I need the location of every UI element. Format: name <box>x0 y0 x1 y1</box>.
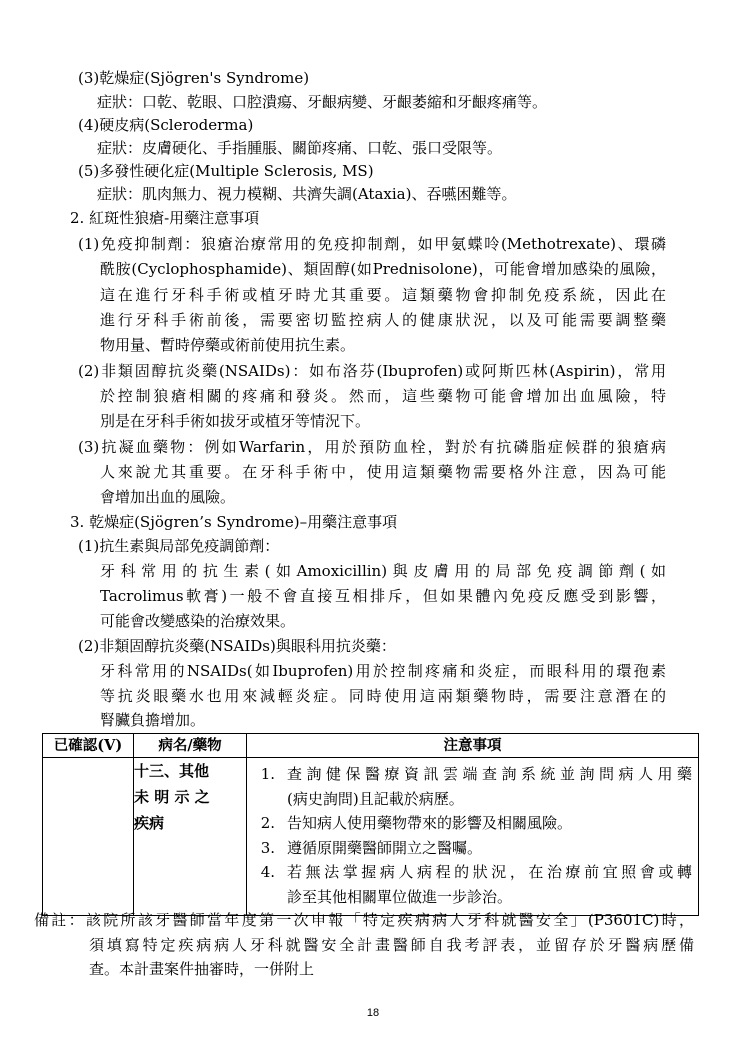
footnote-line2: 須填寫特定疾病病人牙科就醫安全計畫醫師自我考評表，並留存於牙醫病歷備 <box>89 936 694 954</box>
disease-label-line3: 疾病 <box>134 814 165 832</box>
lupus-anticoagulant-line2: 人來說尤其重要。在牙科手術中，使用這類藥物需要格外注意，因為可能 <box>100 463 666 481</box>
item-text <box>287 762 692 811</box>
disease-label-line2: 未 明 示 之 <box>134 788 210 806</box>
list-item <box>247 860 692 909</box>
header-notes: 注意事項 <box>247 734 699 758</box>
antibiotics-line2: Tacrolimus軟膏)一般不會直接互相排斥，但如果體內免疫反應受到影響， <box>100 587 666 605</box>
lupus-immunosuppressant-line1: (1)免疫抑制劑：狼瘡治療常用的免疫抑制劑，如甲氨蝶呤(Methotrexate)、環磷 <box>78 235 666 253</box>
lupus-immunosuppressant-line5: 物用量、暫時停藥或術前使用抗生素。 <box>100 336 356 354</box>
item-number: 1. <box>260 765 275 783</box>
lupus-anticoagulant-line3: 會增加出血的風險。 <box>100 488 236 506</box>
sjogren-section-heading: 3. 乾燥症(Sjögren’s Syndrome)–用藥注意事項 <box>70 513 398 531</box>
scleroderma-symptoms: 症狀：皮膚硬化、手指腫脹、關節疼痛、口乾、張口受限等。 <box>97 139 503 157</box>
lupus-section-heading: 2. 紅斑性狼瘡-用藥注意事項 <box>70 209 260 227</box>
item-number: 4. <box>260 863 275 881</box>
item-number: 2. <box>260 814 275 832</box>
footnote-line1: 備註：該院所該牙醫師當年度第一次申報「特定疾病病人牙科就醫安全」(P3601C)時， <box>34 911 694 929</box>
disease-cell <box>134 758 247 916</box>
item-text-line: 若無法掌握病人病程的狀況，在治療前宜照會或轉 <box>287 863 692 881</box>
table-row <box>43 758 699 916</box>
sjogren-title: (3)乾燥症(Sjögren's Syndrome) <box>78 69 310 87</box>
item-text-line: 遵循原開藥醫師開立之醫囑。 <box>287 838 483 857</box>
lupus-immunosuppressant-line3: 這在進行牙科手術或植牙時尤其重要。這類藥物會抑制免疫系統，因此在 <box>100 286 666 304</box>
nsaids-ophthalmic-subheading: (2)非類固醇抗炎藥(NSAIDs)與眼科用抗炎藥： <box>78 637 396 655</box>
sjogren-symptoms: 症狀：口乾、乾眼、口腔潰瘍、牙齦病變、牙齦萎縮和牙齦疼痛等。 <box>97 93 548 111</box>
header-disease: 病名/藥物 <box>134 734 247 758</box>
page-number: 18 <box>366 1007 380 1019</box>
item-text-line: 診至其他相關單位做進一步診治。 <box>287 887 513 906</box>
lupus-immunosuppressant-line4: 進行牙科手術前後，需要密切監控病人的健康狀況，以及可能需要調整藥 <box>100 311 666 329</box>
table-header-row <box>43 734 699 758</box>
disease-label-line1: 十三、其他 <box>134 762 210 780</box>
ms-title: (5)多發性硬化症(Multiple Sclerosis, MS) <box>78 162 374 180</box>
lupus-anticoagulant-line1: (3)抗凝血藥物：例如Warfarin，用於預防血栓，對於有抗磷脂症候群的狼瘡病 <box>78 438 666 456</box>
lupus-nsaids-line3: 別是在牙科手術如拔牙或植牙等情況下。 <box>100 412 371 430</box>
item-number: 3. <box>260 838 275 857</box>
ms-symptoms: 症狀：肌肉無力、視力模糊、共濟失調(Ataxia)、吞嚥困難等。 <box>97 185 517 203</box>
antibiotics-subheading: (1)抗生素與局部免疫調節劑： <box>78 537 280 555</box>
item-text-line: 告知病人使用藥物帶來的影響及相關風險。 <box>287 814 573 832</box>
notes-cell <box>247 758 699 916</box>
list-item <box>247 811 692 836</box>
item-text <box>287 860 692 909</box>
antibiotics-line3: 可能會改變感染的治療效果。 <box>100 612 296 630</box>
antibiotics-line1: 牙科常用的抗生素(如Amoxicillin)與皮膚用的局部免疫調節劑(如 <box>100 562 666 580</box>
nsaids-ophthalmic-line3: 腎臟負擔增加。 <box>100 711 206 729</box>
footnote-line3: 查。本計畫案件抽審時，一併附上 <box>89 960 315 978</box>
lupus-nsaids-line1: (2)非類固醇抗炎藥(NSAIDs)：如布洛芬(Ibuprofen)或阿斯匹林(Aspirin)，常用 <box>78 362 666 380</box>
notes-list <box>247 758 698 915</box>
item-text-line: 查詢健保醫療資訊雲端查詢系統並詢問病人用藥 <box>287 765 692 783</box>
lupus-nsaids-line2: 於控制狼瘡相關的疼痛和發炎。然而，這些藥物可能會增加出血風險，特 <box>100 387 666 405</box>
scleroderma-title: (4)硬皮病(Scleroderma) <box>78 116 254 134</box>
lupus-immunosuppressant-line2: 酰胺(Cyclophosphamide)、類固醇(如Prednisolone)，可能會增加感染的風險， <box>100 260 666 278</box>
header-confirmed: 已確認(V) <box>43 734 134 758</box>
list-item <box>247 836 692 861</box>
item-text-line: (病史詢問)且記載於病歷。 <box>287 789 464 808</box>
precautions-table <box>42 733 699 916</box>
nsaids-ophthalmic-line1: 牙科常用的NSAIDs(如Ibuprofen)用於控制疼痛和炎症，而眼科用的環孢素 <box>100 662 666 680</box>
confirm-cell[interactable] <box>43 758 134 916</box>
list-item <box>247 762 692 811</box>
nsaids-ophthalmic-line2: 等抗炎眼藥水也用來減輕炎症。同時使用這兩類藥物時，需要注意潛在的 <box>100 687 666 705</box>
